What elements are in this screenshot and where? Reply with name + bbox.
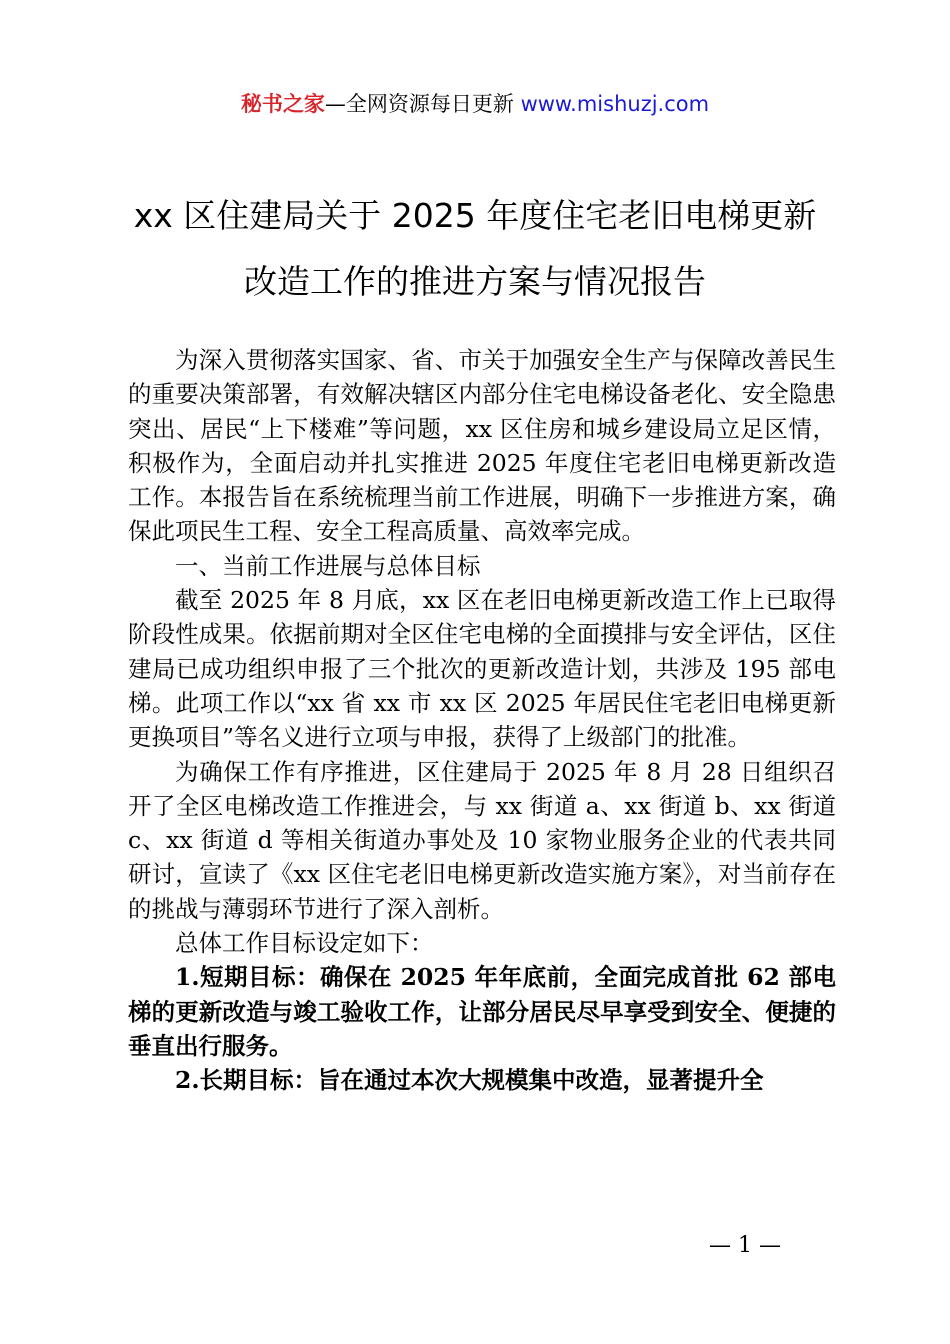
title-line-1: xx 区住建局关于 2025 年度住宅老旧电梯更新 — [133, 196, 817, 235]
section-heading-1: 一、当前工作进展与总体目标 — [175, 551, 481, 580]
long-term-goal-paragraph: 2.长期目标：旨在通过本次大规模集中改造，显著提升全 — [175, 1066, 764, 1095]
banner-brand: 秘书之家 — [240, 92, 325, 116]
banner-slogan: —全网资源每日更新 — [324, 92, 521, 116]
progress-paragraph: 截至 2025 年 8 月底，xx 区在老旧电梯更新改造工作上已取得阶段性成果。依据前期对全区住宅电梯的全面摸排与安全评估，区住建局已成功组织申报了三个批次的更新改造计划，共涉及 195 部电梯。此项工作以“xx 省 xx 市 xx 区 2025 年居民住宅老旧电梯更新更换项目”等名义进行立项与申报，获得了上级部门的批准。 — [128, 586, 836, 752]
meeting-paragraph: 为确保工作有序推进，区住建局于 2025 年 8 月 28 日组织召开了全区电梯改造工作推进会，与 xx 街道 a、xx 街道 b、xx 街道 c、xx 街道 d 等相关街道办事处及 10 家物业服务企业的代表共同研讨，宣读了《xx 区住宅老旧电梯更新改造实施方案》，对当前存在的挑战与薄弱环节进行了深入剖析。 — [128, 757, 836, 923]
site-banner — [0, 88, 950, 120]
document-body — [128, 343, 836, 1098]
title-line-2: 改造工作的推进方案与情况报告 — [244, 262, 706, 301]
page-number: — 1 — — [709, 1233, 781, 1258]
banner-url-link[interactable]: www.mishuzj.com — [520, 92, 710, 116]
intro-paragraph: 为深入贯彻落实国家、省、市关于加强安全生产与保障改善民生的重要决策部署，有效解决辖区内部分住宅电梯设备老化、安全隐患突出、居民“上下楼难”等问题，xx 区住房和城乡建设局立足区情，积极作为，全面启动并扎实推进 2025 年度住宅老旧电梯更新改造工作。本报告旨在系统梳理当前工作进展，明确下一步推进方案，确保此项民生工程、安全工程高质量、高效率完成。 — [128, 346, 836, 546]
short-term-goal-paragraph: 1.短期目标：确保在 2025 年年底前，全面完成首批 62 部电梯的更新改造与竣工验收工作，让部分居民尽早享受到安全、便捷的垂直出行服务。 — [128, 963, 836, 1060]
goals-intro-paragraph: 总体工作目标设定如下： — [175, 929, 434, 958]
document-title — [110, 183, 840, 315]
